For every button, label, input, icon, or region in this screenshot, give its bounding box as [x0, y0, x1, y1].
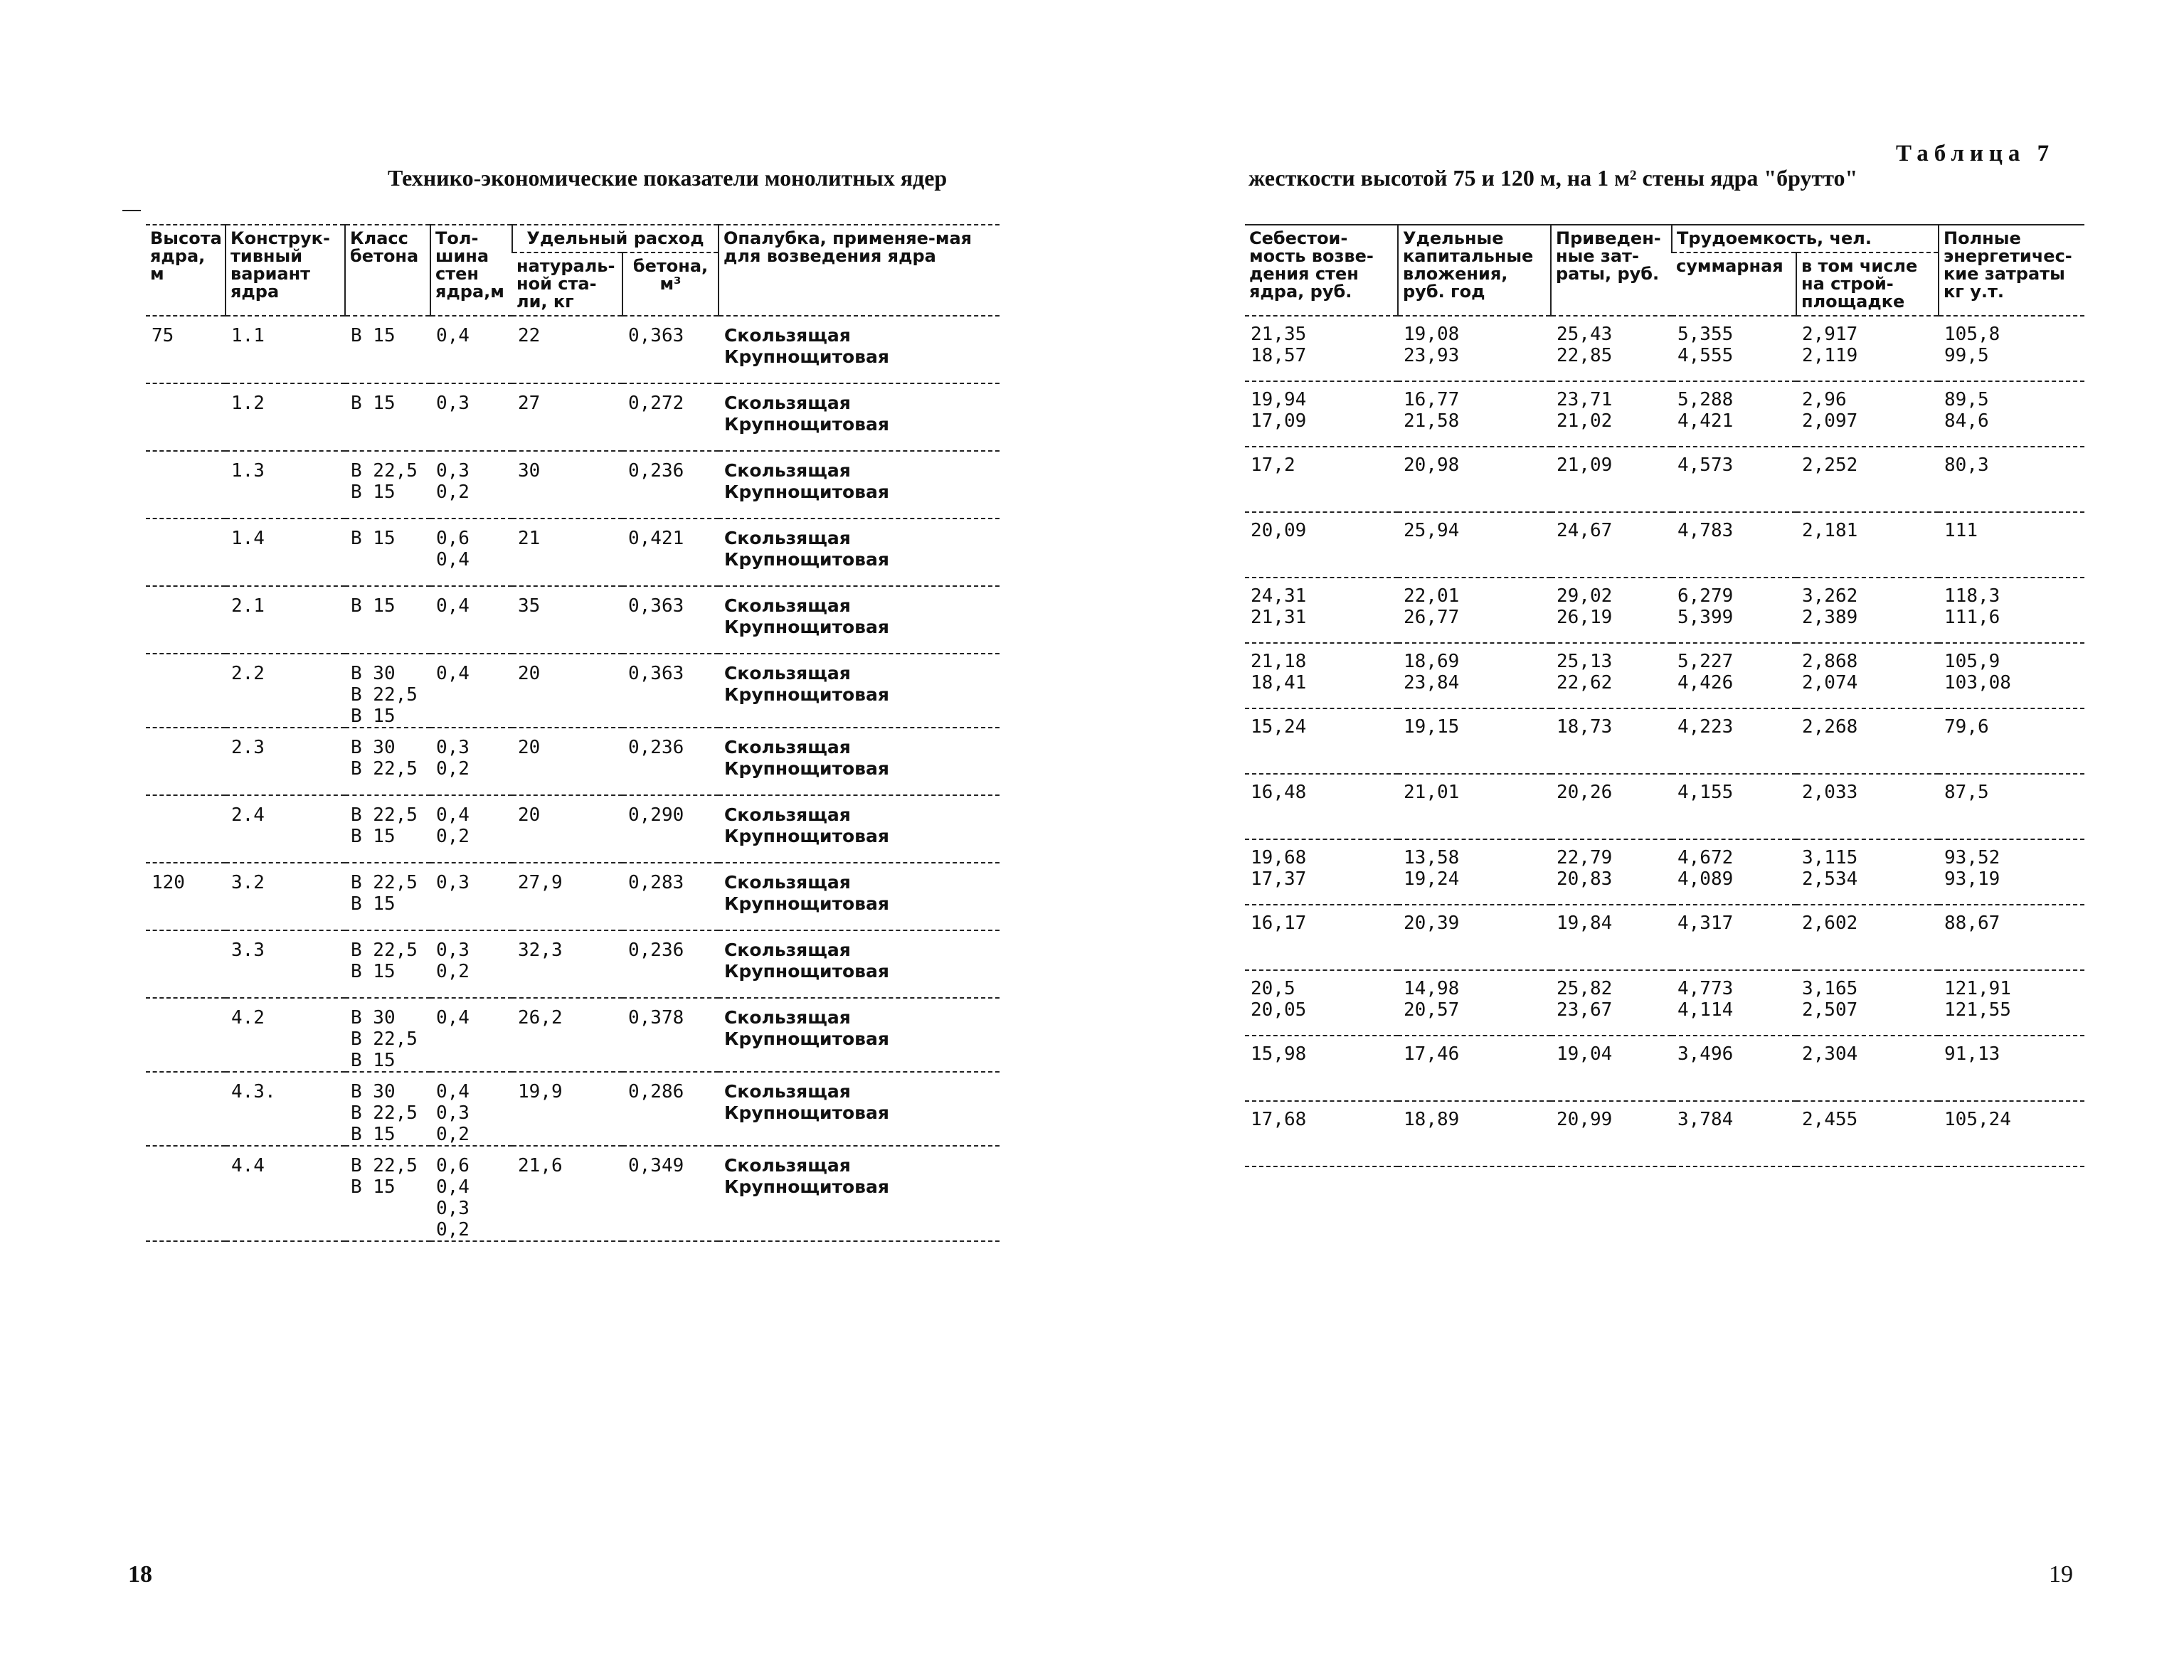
cell-cls: В 15: [345, 519, 430, 586]
cell-formwork: Скользящая Крупнощитовая: [719, 316, 1000, 383]
cell-capital: 17,46: [1398, 1036, 1551, 1101]
cell-formwork: Скользящая Крупнощитовая: [719, 1072, 1000, 1146]
cell-thick: 0,3 0,2: [430, 930, 512, 998]
cell-cls: В 15: [345, 586, 430, 654]
cell-variant: 4.4: [226, 1146, 345, 1241]
cell-formwork: Скользящая Крупнощитовая: [719, 728, 1000, 795]
left-title: Технико-экономические показатели монолитных ядер: [388, 165, 948, 191]
cell-site: 2,033: [1796, 774, 1939, 839]
col-labor-header: Трудоемкость, чел.: [1672, 225, 1939, 252]
cell-height: [146, 1146, 226, 1241]
cell-reduced: 21,09: [1551, 447, 1672, 512]
cell-cost: 15,24: [1245, 708, 1398, 774]
cell-total: 5,227 4,426: [1672, 643, 1796, 708]
cell-steel: 20: [512, 654, 622, 728]
cell-steel: 20: [512, 728, 622, 795]
cell-total: 4,573: [1672, 447, 1796, 512]
col-steel-header: натураль-ной ста-ли, кг: [512, 252, 622, 316]
table-row: [1245, 1036, 2084, 1101]
cell-capital: 25,94: [1398, 512, 1551, 578]
cell-capital: 18,69 23,84: [1398, 643, 1551, 708]
cell-energy: 105,9 103,08: [1939, 643, 2084, 708]
cell-reduced: 25,82 23,67: [1551, 970, 1672, 1036]
cell-capital: 20,98: [1398, 447, 1551, 512]
cell-capital: 19,15: [1398, 708, 1551, 774]
table-row: [146, 930, 1000, 998]
cell-total: 4,773 4,114: [1672, 970, 1796, 1036]
col-class-header: Класс бетона: [345, 225, 430, 316]
cell-variant: 4.3.: [226, 1072, 345, 1146]
cell-total: 4,783: [1672, 512, 1796, 578]
cell-concrete: 0,236: [622, 728, 719, 795]
cell-cls: В 15: [345, 316, 430, 383]
cell-energy: 111: [1939, 512, 2084, 578]
cell-total: 4,672 4,089: [1672, 839, 1796, 905]
col-cost-header: Себестои-мость возве-дения стен ядра, руб.: [1245, 225, 1398, 316]
cell-cost: 16,48: [1245, 774, 1398, 839]
cell-cost: 15,98: [1245, 1036, 1398, 1101]
cell-thick: 0,3: [430, 863, 512, 930]
cell-thick: 0,4: [430, 654, 512, 728]
table-row: [146, 586, 1000, 654]
col-concrete-header: бетона, м³: [622, 252, 719, 316]
table-row: [146, 383, 1000, 451]
cell-energy: 121,91 121,55: [1939, 970, 2084, 1036]
cell-energy: 89,5 84,6: [1939, 381, 2084, 447]
cell-cost: 20,5 20,05: [1245, 970, 1398, 1036]
cell-site: 2,252: [1796, 447, 1939, 512]
cell-cost: 16,17: [1245, 905, 1398, 970]
cell-capital: 14,98 20,57: [1398, 970, 1551, 1036]
cell-concrete: 0,290: [622, 795, 719, 863]
cell-site: 2,304: [1796, 1036, 1939, 1101]
cell-cls: В 30 В 22,5 В 15: [345, 654, 430, 728]
cell-thick: 0,6 0,4 0,3 0,2: [430, 1146, 512, 1241]
cell-reduced: 29,02 26,19: [1551, 578, 1672, 643]
cell-capital: 20,39: [1398, 905, 1551, 970]
cell-cost: 20,09: [1245, 512, 1398, 578]
cell-cls: В 22,5 В 15: [345, 930, 430, 998]
cell-variant: 3.2: [226, 863, 345, 930]
cell-cls: В 22,5 В 15: [345, 451, 430, 519]
cell-cls: В 30 В 22,5 В 15: [345, 998, 430, 1072]
cell-site: 3,115 2,534: [1796, 839, 1939, 905]
page-number-right: 19: [2049, 1561, 2073, 1588]
table-row: [1245, 512, 2084, 578]
table-row: [146, 998, 1000, 1072]
cell-site: 3,165 2,507: [1796, 970, 1939, 1036]
cell-reduced: 20,99: [1551, 1101, 1672, 1166]
cell-formwork: Скользящая Крупнощитовая: [719, 998, 1000, 1072]
cell-capital: 21,01: [1398, 774, 1551, 839]
cell-site: 2,602: [1796, 905, 1939, 970]
cell-concrete: 0,363: [622, 586, 719, 654]
table-row: [1245, 905, 2084, 970]
cell-concrete: 0,272: [622, 383, 719, 451]
cell-height: [146, 795, 226, 863]
cell-concrete: 0,236: [622, 930, 719, 998]
cell-thick: 0,4 0,2: [430, 795, 512, 863]
indicators-table: [146, 224, 1000, 1242]
cell-capital: 13,58 19,24: [1398, 839, 1551, 905]
cell-concrete: 0,349: [622, 1146, 719, 1241]
cell-energy: 80,3: [1939, 447, 2084, 512]
cell-energy: 88,67: [1939, 905, 2084, 970]
cell-cls: В 15: [345, 383, 430, 451]
cell-thick: 0,3 0,2: [430, 728, 512, 795]
cell-cls: В 22,5 В 15: [345, 1146, 430, 1241]
cell-reduced: 25,43 22,85: [1551, 316, 1672, 381]
table-row: [146, 519, 1000, 586]
cell-thick: 0,3: [430, 383, 512, 451]
cell-site: 2,455: [1796, 1101, 1939, 1166]
col-capital-header: Удельные капитальные вложения, руб. год: [1398, 225, 1551, 316]
cell-total: 5,288 4,421: [1672, 381, 1796, 447]
cell-site: 2,268: [1796, 708, 1939, 774]
cell-formwork: Скользящая Крупнощитовая: [719, 1146, 1000, 1241]
cell-energy: 105,24: [1939, 1101, 2084, 1166]
cell-site: 2,181: [1796, 512, 1939, 578]
col-formwork-header: Опалубка, применяе-мая для возведения ядра: [719, 225, 1000, 316]
cell-concrete: 0,363: [622, 654, 719, 728]
page-number-left: 18: [128, 1561, 152, 1588]
cell-thick: 0,4: [430, 586, 512, 654]
cell-energy: 87,5: [1939, 774, 2084, 839]
cell-variant: 2.4: [226, 795, 345, 863]
cell-variant: 1.2: [226, 383, 345, 451]
col-labor-total-header: суммарная: [1672, 252, 1796, 316]
cell-total: 4,223: [1672, 708, 1796, 774]
cell-cost: 24,31 21,31: [1245, 578, 1398, 643]
cell-cls: В 30 В 22,5 В 15: [345, 1072, 430, 1146]
table-row: [1245, 643, 2084, 708]
cell-variant: 3.3: [226, 930, 345, 998]
cell-site: 2,917 2,119: [1796, 316, 1939, 381]
table-row: [146, 654, 1000, 728]
cell-concrete: 0,421: [622, 519, 719, 586]
cell-site: 2,868 2,074: [1796, 643, 1939, 708]
table-row: [146, 1146, 1000, 1241]
cell-height: [146, 998, 226, 1072]
cell-variant: 1.3: [226, 451, 345, 519]
cell-height: [146, 930, 226, 998]
col-consumption-header: Удельный расход: [512, 225, 719, 252]
col-labor-site-header: в том числе на строй-площадке: [1796, 252, 1939, 316]
cell-variant: 4.2: [226, 998, 345, 1072]
cell-reduced: 20,26: [1551, 774, 1672, 839]
cell-concrete: 0,378: [622, 998, 719, 1072]
cell-steel: 19,9: [512, 1072, 622, 1146]
table-row: [146, 863, 1000, 930]
corner-mark: [122, 210, 141, 211]
cell-height: 120: [146, 863, 226, 930]
cell-capital: 18,89: [1398, 1101, 1551, 1166]
cell-cost: 17,68: [1245, 1101, 1398, 1166]
cell-capital: 16,77 21,58: [1398, 381, 1551, 447]
cell-total: 4,317: [1672, 905, 1796, 970]
cell-steel: 27,9: [512, 863, 622, 930]
cell-steel: 26,2: [512, 998, 622, 1072]
cell-formwork: Скользящая Крупнощитовая: [719, 451, 1000, 519]
cell-height: [146, 383, 226, 451]
table-row: [1245, 970, 2084, 1036]
cell-energy: 79,6: [1939, 708, 2084, 774]
cell-steel: 30: [512, 451, 622, 519]
cell-formwork: Скользящая Крупнощитовая: [719, 586, 1000, 654]
cell-formwork: Скользящая Крупнощитовая: [719, 654, 1000, 728]
col-reduced-header: Приведен-ные зат-раты, руб.: [1551, 225, 1672, 316]
cell-concrete: 0,236: [622, 451, 719, 519]
cell-height: [146, 1072, 226, 1146]
cell-thick: 0,4: [430, 998, 512, 1072]
cell-site: 3,262 2,389: [1796, 578, 1939, 643]
table-label: Таблица 7: [1896, 141, 2055, 166]
cell-steel: 20: [512, 795, 622, 863]
cell-height: [146, 654, 226, 728]
cell-cls: В 22,5 В 15: [345, 795, 430, 863]
cell-thick: 0,4 0,3 0,2: [430, 1072, 512, 1146]
cell-total: 5,355 4,555: [1672, 316, 1796, 381]
cell-thick: 0,6 0,4: [430, 519, 512, 586]
cell-reduced: 22,79 20,83: [1551, 839, 1672, 905]
col-height-header: Высота ядра, м: [146, 225, 226, 316]
cell-cls: В 22,5 В 15: [345, 863, 430, 930]
cell-formwork: Скользящая Крупнощитовая: [719, 519, 1000, 586]
table-row: [146, 1072, 1000, 1146]
cell-concrete: 0,363: [622, 316, 719, 383]
cell-variant: 2.1: [226, 586, 345, 654]
table-row: [1245, 774, 2084, 839]
cell-steel: 32,3: [512, 930, 622, 998]
table-row: [1245, 316, 2084, 381]
cell-height: 75: [146, 316, 226, 383]
cell-site: 2,96 2,097: [1796, 381, 1939, 447]
cell-thick: 0,4: [430, 316, 512, 383]
cell-cost: 19,94 17,09: [1245, 381, 1398, 447]
cell-total: 3,784: [1672, 1101, 1796, 1166]
cell-energy: 118,3 111,6: [1939, 578, 2084, 643]
cell-reduced: 19,04: [1551, 1036, 1672, 1101]
cell-steel: 22: [512, 316, 622, 383]
cell-capital: 22,01 26,77: [1398, 578, 1551, 643]
cell-height: [146, 728, 226, 795]
cell-cost: 21,18 18,41: [1245, 643, 1398, 708]
table-row: [1245, 578, 2084, 643]
cell-variant: 2.2: [226, 654, 345, 728]
cell-energy: 105,8 99,5: [1939, 316, 2084, 381]
cell-cost: 21,35 18,57: [1245, 316, 1398, 381]
cell-total: 3,496: [1672, 1036, 1796, 1101]
cell-formwork: Скользящая Крупнощитовая: [719, 795, 1000, 863]
cell-thick: 0,3 0,2: [430, 451, 512, 519]
cell-reduced: 18,73: [1551, 708, 1672, 774]
costs-table: [1245, 224, 2084, 1167]
col-thickness-header: Тол-шина стен ядра,м: [430, 225, 512, 316]
right-title: жесткости высотой 75 и 120 м, на 1 м² стены ядра "брутто": [1249, 165, 1858, 191]
cell-variant: 1.4: [226, 519, 345, 586]
cell-variant: 1.1: [226, 316, 345, 383]
cell-total: 6,279 5,399: [1672, 578, 1796, 643]
table-row: [1245, 381, 2084, 447]
col-variant-header: Конструк-тивный вариант ядра: [226, 225, 345, 316]
cell-reduced: 23,71 21,02: [1551, 381, 1672, 447]
cell-concrete: 0,286: [622, 1072, 719, 1146]
cell-reduced: 25,13 22,62: [1551, 643, 1672, 708]
cell-steel: 27: [512, 383, 622, 451]
cell-formwork: Скользящая Крупнощитовая: [719, 930, 1000, 998]
cell-steel: 21: [512, 519, 622, 586]
cell-cost: 19,68 17,37: [1245, 839, 1398, 905]
cell-height: [146, 451, 226, 519]
cell-cls: В 30 В 22,5: [345, 728, 430, 795]
cell-formwork: Скользящая Крупнощитовая: [719, 383, 1000, 451]
cell-energy: 93,52 93,19: [1939, 839, 2084, 905]
table-row: [1245, 1101, 2084, 1166]
table-row: [146, 451, 1000, 519]
cell-total: 4,155: [1672, 774, 1796, 839]
cell-variant: 2.3: [226, 728, 345, 795]
cell-reduced: 19,84: [1551, 905, 1672, 970]
cell-steel: 35: [512, 586, 622, 654]
cell-concrete: 0,283: [622, 863, 719, 930]
cell-energy: 91,13: [1939, 1036, 2084, 1101]
cell-steel: 21,6: [512, 1146, 622, 1241]
right-page: [1092, 0, 2184, 1680]
col-energy-header: Полные энергетичес-кие затраты кг у.т.: [1939, 225, 2084, 316]
cell-cost: 17,2: [1245, 447, 1398, 512]
table-row: [146, 728, 1000, 795]
cell-height: [146, 586, 226, 654]
table-row: [146, 795, 1000, 863]
cell-reduced: 24,67: [1551, 512, 1672, 578]
cell-formwork: Скользящая Крупнощитовая: [719, 863, 1000, 930]
table-row: [146, 316, 1000, 383]
table-row: [1245, 839, 2084, 905]
table-row: [1245, 708, 2084, 774]
table-row: [1245, 447, 2084, 512]
cell-capital: 19,08 23,93: [1398, 316, 1551, 381]
cell-height: [146, 519, 226, 586]
